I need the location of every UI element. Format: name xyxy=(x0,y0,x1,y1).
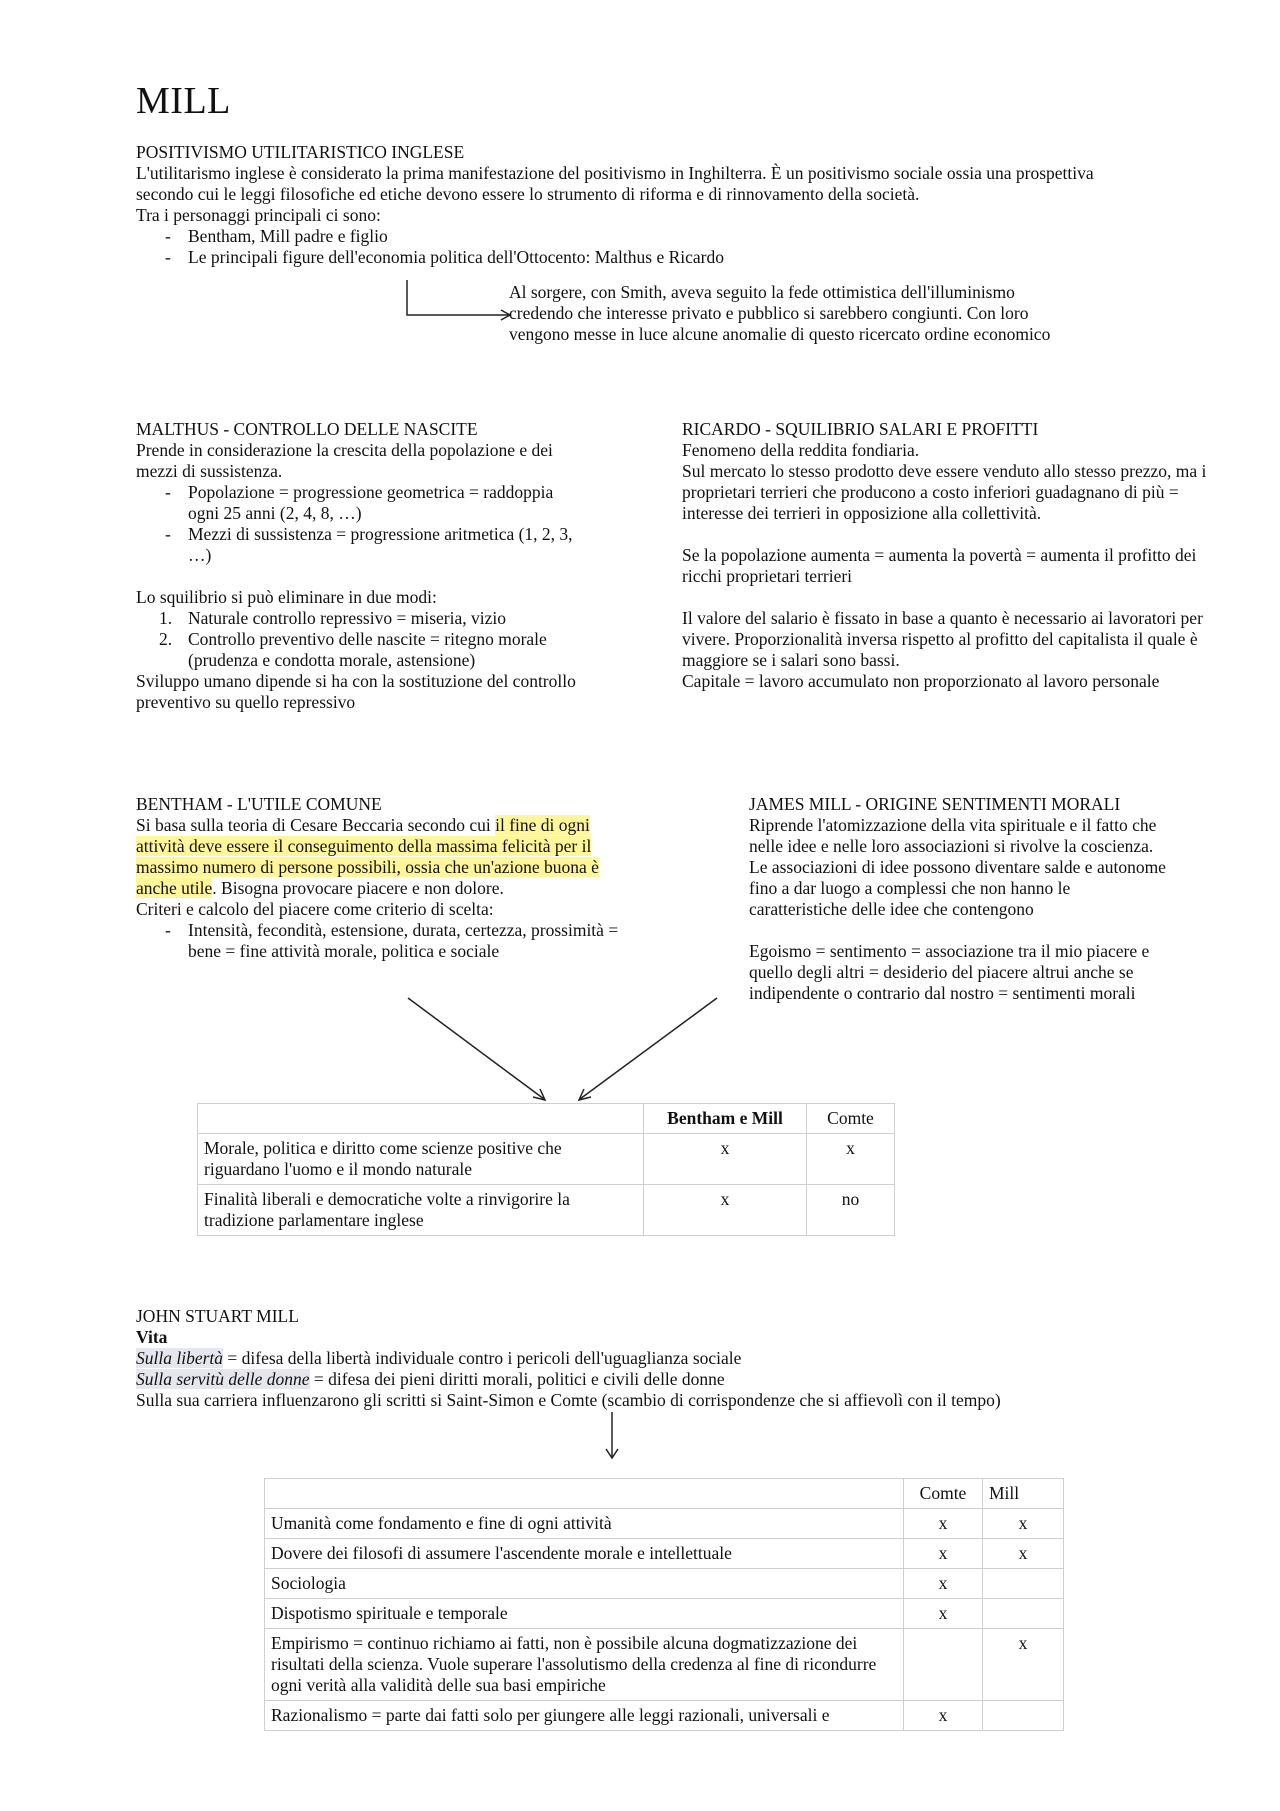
table-row xyxy=(265,1569,1064,1599)
ricardo-p2: Sul mercato lo stesso prodotto deve essere venduto allo stesso prezzo, ma i proprietari terrieri che producono a costo inferiori guadagnano di più = interesse dei terrieri in opposizione alla collettività. xyxy=(682,461,1207,523)
table-row xyxy=(198,1185,895,1236)
table-cell xyxy=(983,1701,1064,1731)
malthus-text: Prende in considerazione la crescita della popolazione e dei mezzi di sussistenza. xyxy=(136,440,553,481)
bentham-text-post: . Bisogna provocare piacere e non dolore. xyxy=(212,878,504,898)
comparison-table-comte-mill xyxy=(264,1478,1064,1731)
intro-text: L'utilitarismo inglese è considerato la prima manifestazione del positivismo in Inghilterra. È un positivismo sociale ossia una prospettiva secondo cui le leggi filosofiche ed etiche devono essere lo strumento di riforma e di rinnovamento della società. xyxy=(136,163,1094,204)
malthus-heading: MALTHUS - CONTROLLO DELLE NASCITE xyxy=(136,419,478,439)
table-cell xyxy=(983,1569,1064,1599)
table-cell: x xyxy=(983,1539,1064,1569)
table-cell: Dovere dei filosofi di assumere l'ascendente morale e intellettuale xyxy=(265,1539,904,1569)
table-header-row xyxy=(198,1104,895,1134)
table-row xyxy=(265,1509,1064,1539)
jsm-influence: Sulla sua carriera influenzarono gli scritti si Saint-Simon e Comte (scambio di corrispondenze che si affievolì con il tempo) xyxy=(136,1390,1001,1410)
work-title: Sulla servitù delle donne xyxy=(136,1369,310,1389)
intro-heading: POSITIVISMO UTILITARISTICO INGLESE xyxy=(136,142,465,162)
intro-note: Al sorgere, con Smith, aveva seguito la fede ottimistica dell'illuminismo credendo che interesse privato e pubblico si sarebbero congiunti. Con loro vengono messe in luce alcune anomalie di questo ricercato ordine economico xyxy=(509,282,1051,344)
james-mill-p2: Le associazioni di idee possono diventare salde e autonome fino a dar luogo a complessi che non hanno le caratteristiche delle idee che contengono xyxy=(749,857,1166,919)
table-header: Bentham e Mill xyxy=(644,1104,807,1134)
table-header-row xyxy=(265,1479,1064,1509)
intro-arrow xyxy=(405,280,515,320)
list-item: - Le principali figure dell'economia politica dell'Ottocento: Malthus e Ricardo xyxy=(136,247,1096,268)
bentham-highlight: il fine di ogni attività deve essere il conseguimento della massima felicità per il massimo numero di persone possibili, ossia che un'azione buona è anche utile xyxy=(136,815,599,898)
table-cell: Finalità liberali e democratiche volte a rinvigorire la tradizione parlamentare inglese xyxy=(198,1185,644,1236)
bentham-heading: BENTHAM - L'UTILE COMUNE xyxy=(136,794,382,814)
malthus-bullets xyxy=(136,482,576,566)
jsm-heading: JOHN STUART MILL xyxy=(136,1306,299,1326)
down-arrow xyxy=(602,1412,622,1462)
table-cell: x xyxy=(904,1569,983,1599)
table-row xyxy=(265,1701,1064,1731)
malthus-modes-label: Lo squilibrio si può eliminare in due modi: xyxy=(136,587,437,607)
jsm-work-1 xyxy=(136,1348,1136,1369)
list-item: Naturale controllo repressivo = miseria, vizio xyxy=(188,608,506,628)
table-row xyxy=(265,1629,1064,1701)
list-item: - Bentham, Mill padre e figlio xyxy=(136,226,1096,247)
table-cell: x xyxy=(644,1134,807,1185)
ricardo-p5: Capitale = lavoro accumulato non proporzionato al lavoro personale xyxy=(682,671,1160,691)
table-cell: Sociologia xyxy=(265,1569,904,1599)
james-mill-heading: JAMES MILL - ORIGINE SENTIMENTI MORALI xyxy=(749,794,1121,814)
jsm-subheading: Vita xyxy=(136,1327,168,1347)
table-row xyxy=(265,1599,1064,1629)
ricardo-p3: Se la popolazione aumenta = aumenta la povertà = aumenta il profitto dei ricchi proprietari terrieri xyxy=(682,545,1197,586)
table-cell: x xyxy=(983,1509,1064,1539)
james-mill-p1: Riprende l'atomizzazione della vita spirituale e il fatto che nelle idee e nelle loro associazioni si rivolve la coscienza. xyxy=(749,815,1157,856)
james-mill-p3: Egoismo = sentimento = associazione tra il mio piacere e quello degli altri = desiderio del piacere altrui anche se indipendente o contrario dal nostro = sentimenti morali xyxy=(749,941,1150,1003)
table-header xyxy=(265,1479,904,1509)
intro-figures-label: Tra i personaggi principali ci sono: xyxy=(136,205,381,225)
list-item: - Intensità, fecondità, estensione, durata, certezza, prossimità = bene = fine attività morale, politica e sociale xyxy=(136,920,636,962)
table-cell: x xyxy=(904,1539,983,1569)
malthus-modes xyxy=(136,608,576,671)
list-item: - Popolazione = progressione geometrica = raddoppia ogni 25 anni (2, 4, 8, …) xyxy=(136,482,576,524)
table-header: Comte xyxy=(904,1479,983,1509)
table-cell: Umanità come fondamento e fine di ogni attività xyxy=(265,1509,904,1539)
bentham-criteria: Criteri e calcolo del piacere come criterio di scelta: xyxy=(136,899,494,919)
ricardo-p4: Il valore del salario è fissato in base a quanto è necessario ai lavoratori per vivere. Proporzionalità inversa rispetto al profitto del capitalista il quale è maggiore se i salari sono bassi. xyxy=(682,608,1203,670)
list-item: - Mezzi di sussistenza = progressione aritmetica (1, 2, 3, …) xyxy=(136,524,576,566)
table-cell: x xyxy=(983,1629,1064,1701)
table-cell: x xyxy=(807,1134,895,1185)
table-cell: Razionalismo = parte dai fatti solo per giungere alle leggi razionali, universali e xyxy=(265,1701,904,1731)
jsm-section xyxy=(136,1306,1136,1411)
table-row xyxy=(265,1539,1064,1569)
ricardo-section xyxy=(682,419,1227,692)
bentham-text-pre: Si basa sulla teoria di Cesare Beccaria secondo cui xyxy=(136,815,496,835)
bentham-section xyxy=(136,794,636,962)
converging-arrows xyxy=(400,990,730,1105)
intro-figures-list xyxy=(136,226,1096,268)
intro-section xyxy=(136,142,1096,268)
table-cell xyxy=(904,1629,983,1701)
table-cell: x xyxy=(644,1185,807,1236)
malthus-conclusion: Sviluppo umano dipende si ha con la sostituzione del controllo preventivo su quello repressivo xyxy=(136,671,576,712)
table-cell: Dispotismo spirituale e temporale xyxy=(265,1599,904,1629)
table-cell: no xyxy=(807,1185,895,1236)
bentham-text xyxy=(136,815,636,899)
table-row xyxy=(198,1134,895,1185)
malthus-section xyxy=(136,419,576,713)
james-mill-section xyxy=(749,794,1169,1004)
table-header: Comte xyxy=(807,1104,895,1134)
table-header: Mill xyxy=(983,1479,1064,1509)
arrow-icon xyxy=(602,1412,622,1462)
arrow-icon xyxy=(405,280,515,320)
ricardo-heading: RICARDO - SQUILIBRIO SALARI E PROFITTI xyxy=(682,419,1039,439)
table-cell: x xyxy=(904,1701,983,1731)
work-title: Sulla libertà xyxy=(136,1348,224,1368)
page-title: MILL xyxy=(136,80,231,122)
comparison-table-bentham-comte xyxy=(197,1103,895,1236)
arrow-icon xyxy=(400,990,730,1105)
list-item: Controllo preventivo delle nascite = ritegno morale (prudenza e condotta morale, astensione) xyxy=(188,629,547,670)
table-cell xyxy=(983,1599,1064,1629)
table-header xyxy=(198,1104,644,1134)
ricardo-p1: Fenomeno della reddita fondiaria. xyxy=(682,440,920,460)
table-cell: x xyxy=(904,1599,983,1629)
work-desc: = difesa della libertà individuale contro i pericoli dell'uguaglianza sociale xyxy=(223,1348,742,1368)
bentham-bullets xyxy=(136,920,636,962)
table-cell: x xyxy=(904,1509,983,1539)
work-desc: = difesa dei pieni diritti morali, politici e civili delle donne xyxy=(309,1369,725,1389)
table-cell: Morale, politica e diritto come scienze positive che riguardano l'uomo e il mondo naturale xyxy=(198,1134,644,1185)
table-cell: Empirismo = continuo richiamo ai fatti, non è possibile alcuna dogmatizzazione dei risultati della scienza. Vuole superare l'assolutismo della credenza al fine di ricondurre ogni verità alla validità delle sua basi empiriche xyxy=(265,1629,904,1701)
jsm-work-2 xyxy=(136,1369,1136,1390)
